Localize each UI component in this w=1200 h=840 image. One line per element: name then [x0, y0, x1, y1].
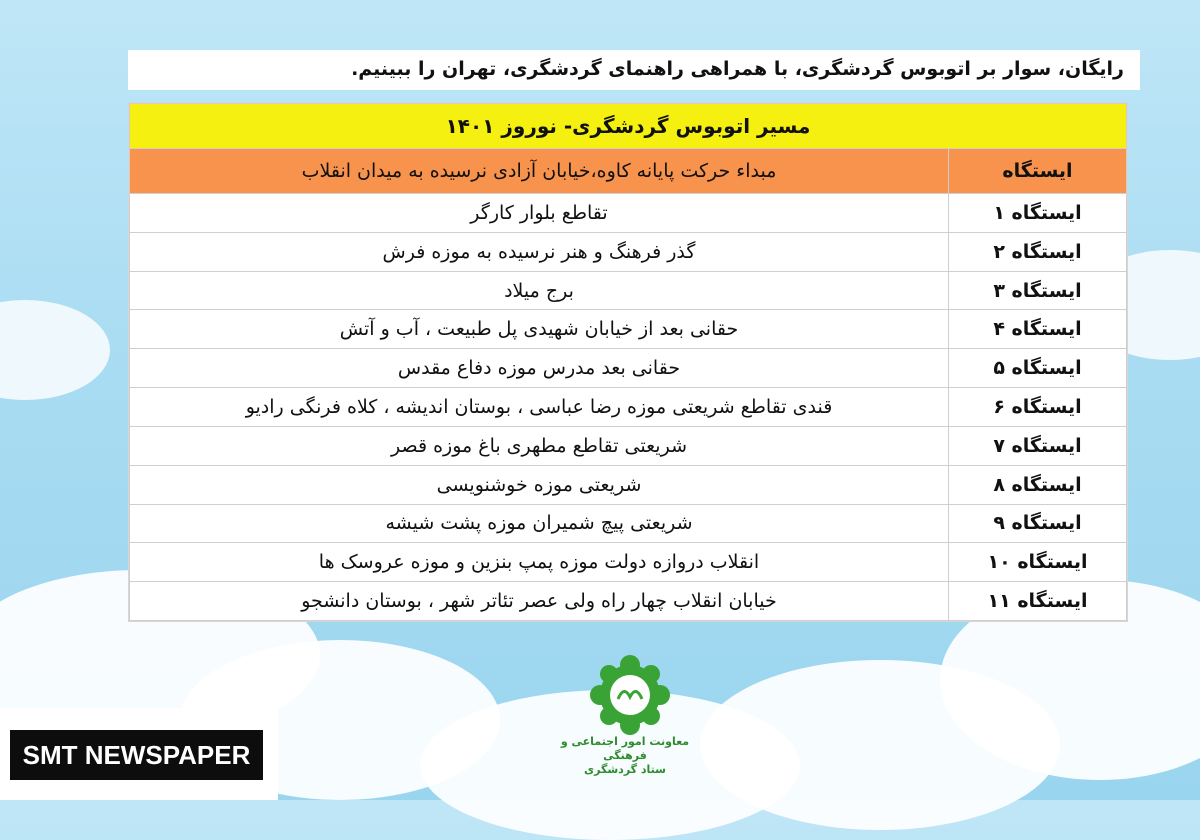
station-name: ایستگاه ۹ — [949, 504, 1127, 543]
table-row — [130, 349, 1127, 388]
table-row — [130, 543, 1127, 582]
table-header-row — [130, 149, 1127, 194]
watermark-badge — [0, 708, 278, 800]
station-name: ایستگاه ۵ — [949, 349, 1127, 388]
header-description: مبداء حرکت پایانه کاوه،خیابان آزادی نرسیده به میدان انقلاب — [130, 149, 949, 194]
table-row — [130, 465, 1127, 504]
cloud-decoration — [0, 300, 110, 400]
route-table — [128, 102, 1128, 622]
table-row — [130, 232, 1127, 271]
station-description: تقاطع بلوار کارگر — [130, 194, 949, 233]
station-description: شریعتی پیچ شمیران موزه پشت شیشه — [130, 504, 949, 543]
table-row — [130, 194, 1127, 233]
watermark-text: SMT NEWSPAPER — [10, 730, 263, 780]
station-description: برج میلاد — [130, 271, 949, 310]
table-row — [130, 426, 1127, 465]
municipality-emblem-icon — [560, 655, 700, 735]
table-row — [130, 310, 1127, 349]
station-description: حقانی بعد از خیابان شهیدی پل طبیعت ، آب و آتش — [130, 310, 949, 349]
logo-caption-line-2: ستاد گردشگری — [584, 763, 666, 776]
route-table-grid — [129, 103, 1127, 621]
station-name: ایستگاه ۱۱ — [949, 582, 1127, 621]
station-description: انقلاب دروازه دولت موزه پمپ بنزین و موزه عروسک ها — [130, 543, 949, 582]
station-name: ایستگاه ۳ — [949, 271, 1127, 310]
table-row — [130, 504, 1127, 543]
station-name: ایستگاه ۱ — [949, 194, 1127, 233]
station-name: ایستگاه ۸ — [949, 465, 1127, 504]
station-description: حقانی بعد مدرس موزه دفاع مقدس — [130, 349, 949, 388]
station-description: قندی تقاطع شریعتی موزه رضا عباسی ، بوستان اندیشه ، کلاه فرنگی رادیو — [130, 388, 949, 427]
headline: رایگان، سوار بر اتوبوس گردشگری، با همراهی راهنمای گردشگری، تهران را ببینیم. — [128, 50, 1140, 90]
logo-caption-line-1: معاونت امور اجتماعی و فرهنگی — [560, 735, 690, 762]
table-title: مسیر اتوبوس گردشگری- نوروز ۱۴۰۱ — [130, 104, 1127, 149]
station-description: شریعتی تقاطع مطهری باغ موزه قصر — [130, 426, 949, 465]
station-description: گذر فرهنگ و هنر نرسیده به موزه فرش — [130, 232, 949, 271]
station-name: ایستگاه ۷ — [949, 426, 1127, 465]
station-name: ایستگاه ۴ — [949, 310, 1127, 349]
table-row — [130, 388, 1127, 427]
station-description: شریعتی موزه خوشنویسی — [130, 465, 949, 504]
table-row — [130, 582, 1127, 621]
station-name: ایستگاه ۱۰ — [949, 543, 1127, 582]
table-row — [130, 271, 1127, 310]
station-name: ایستگاه ۶ — [949, 388, 1127, 427]
station-name: ایستگاه ۲ — [949, 232, 1127, 271]
table-title-row — [130, 104, 1127, 149]
station-description: خیابان انقلاب چهار راه ولی عصر تئاتر شهر ، بوستان دانشجو — [130, 582, 949, 621]
header-station: ایستگاه — [949, 149, 1127, 194]
logo-caption — [560, 735, 690, 777]
